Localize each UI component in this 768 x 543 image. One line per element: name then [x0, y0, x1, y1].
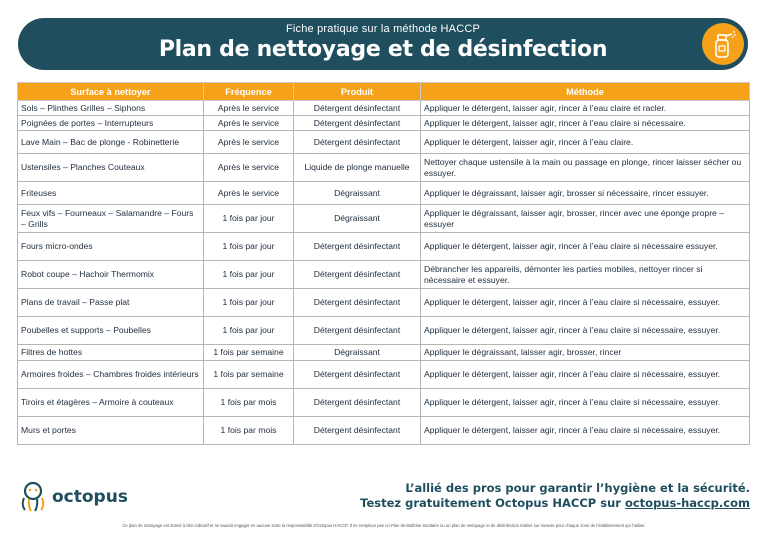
- cell-frequence: 1 fois par jour: [204, 233, 294, 261]
- table-header-row: [18, 83, 750, 101]
- cell-methode: Appliquer le détergent, laisser agir, rincer à l’eau claire si nécessaire, essuyer.: [421, 389, 750, 417]
- tagline-line-1: L’allié des pros pour garantir l’hygiène et la sécurité.: [405, 481, 750, 495]
- cell-frequence: 1 fois par jour: [204, 261, 294, 289]
- page-title: Plan de nettoyage et de désinfection: [158, 37, 608, 62]
- cell-produit: Dégraissant: [294, 182, 421, 205]
- cell-produit: Détergent désinfectant: [294, 389, 421, 417]
- cell-produit: Détergent désinfectant: [294, 101, 421, 116]
- cell-surface: Friteuses: [18, 182, 204, 205]
- table-row: [18, 233, 750, 261]
- table-row: [18, 289, 750, 317]
- cell-surface: Plans de travail – Passe plat: [18, 289, 204, 317]
- cell-methode: Nettoyer chaque ustensile à la main ou passage en plonge, rincer laisser sécher ou essuyer.: [421, 154, 750, 182]
- cell-surface: Robot coupe – Hachoir Thermomix: [18, 261, 204, 289]
- cell-frequence: Après le service: [204, 116, 294, 131]
- cell-produit: Liquide de plonge manuelle: [294, 154, 421, 182]
- cell-frequence: 1 fois par mois: [204, 389, 294, 417]
- cell-methode: Appliquer le détergent, laisser agir, rincer à l’eau claire.: [421, 131, 750, 154]
- cell-methode: Appliquer le dégraissant, laisser agir, brosser, rincer avec une éponge propre –essuyer: [421, 205, 750, 233]
- cell-methode: Appliquer le détergent, laisser agir, rincer à l’eau claire si nécessaire, essuyer.: [421, 289, 750, 317]
- cell-surface: Poignées de portes – Interrupteurs: [18, 116, 204, 131]
- table-row: [18, 317, 750, 345]
- cell-produit: Détergent désinfectant: [294, 116, 421, 131]
- cell-methode: Débrancher les appareils, démonter les parties mobiles, nettoyer rincer si nécessaire et essuyer.: [421, 261, 750, 289]
- cell-methode: Appliquer le dégraissant, laisser agir, brosser si nécessaire, rincer essuyer.: [421, 182, 750, 205]
- cell-surface: Murs et portes: [18, 417, 204, 445]
- column-header-surface: Surface à nettoyer: [18, 83, 204, 101]
- cell-methode: Appliquer le détergent, laisser agir, rincer à l’eau claire si nécessaire.: [421, 116, 750, 131]
- cleaning-plan-table: [17, 82, 750, 445]
- cell-produit: Détergent désinfectant: [294, 417, 421, 445]
- cell-methode: Appliquer le détergent, laisser agir, rincer à l’eau claire si nécessaire essuyer.: [421, 233, 750, 261]
- table-row: [18, 131, 750, 154]
- cell-methode: Appliquer le détergent, laisser agir, rincer à l’eau claire et racler.: [421, 101, 750, 116]
- website-link[interactable]: octopus-haccp.com: [624, 496, 750, 510]
- page-subtitle: Fiche pratique sur la méthode HACCP: [285, 23, 481, 35]
- table-row: [18, 182, 750, 205]
- cell-frequence: Après le service: [204, 154, 294, 182]
- cell-produit: Détergent désinfectant: [294, 289, 421, 317]
- octopus-logo: [18, 480, 128, 514]
- cell-frequence: 1 fois par semaine: [204, 361, 294, 389]
- disclaimer-text: Ce plan de nettoyage est donné à titre indicatif et ne saurait engager en aucune sorte la responsabilité d’Octopus HACCP. Il ne remplace pas un Plan de Maîtrise Sanitaire ou un plan de nettoyage et de désinfection réalisé sur mesure pour chaque zone de l’établissement qui l’utilise.: [122, 523, 646, 528]
- tagline-line-2: [360, 496, 750, 511]
- table-row: [18, 361, 750, 389]
- cell-frequence: Après le service: [204, 182, 294, 205]
- cell-frequence: Après le service: [204, 131, 294, 154]
- page-header: [18, 18, 748, 70]
- column-header-methode: Méthode: [421, 83, 750, 101]
- column-header-produit: Produit: [294, 83, 421, 101]
- cell-surface: Fours micro-ondes: [18, 233, 204, 261]
- cell-surface: Poubelles et supports – Poubelles: [18, 317, 204, 345]
- table-row: [18, 205, 750, 233]
- cell-frequence: 1 fois par jour: [204, 289, 294, 317]
- column-header-frequence: Fréquence: [204, 83, 294, 101]
- cell-produit: Détergent désinfectant: [294, 317, 421, 345]
- cell-frequence: 1 fois par semaine: [204, 345, 294, 361]
- table-row: [18, 116, 750, 131]
- table-row: [18, 417, 750, 445]
- cell-surface: Ustensiles – Planches Couteaux: [18, 154, 204, 182]
- spray-bottle-icon: [702, 23, 744, 65]
- table-row: [18, 389, 750, 417]
- cell-surface: Lave Main – Bac de plonge - Robinetterie: [18, 131, 204, 154]
- cell-methode: Appliquer le dégraissant, laisser agir, brosser, rincer: [421, 345, 750, 361]
- cell-frequence: 1 fois par mois: [204, 417, 294, 445]
- logo-wordmark: octopus: [52, 487, 128, 507]
- cell-methode: Appliquer le détergent, laisser agir, rincer à l’eau claire si nécessaire, essuyer.: [421, 417, 750, 445]
- cell-frequence: 1 fois par jour: [204, 205, 294, 233]
- cell-produit: Détergent désinfectant: [294, 131, 421, 154]
- table-row: [18, 261, 750, 289]
- cell-produit: Détergent désinfectant: [294, 361, 421, 389]
- table-body: [18, 101, 750, 445]
- table-row: [18, 101, 750, 116]
- cell-surface: Filtres de hottes: [18, 345, 204, 361]
- footer-tagline: [360, 481, 750, 511]
- cell-surface: Tiroirs et étagères – Armoire à couteaux: [18, 389, 204, 417]
- table-row: [18, 345, 750, 361]
- cell-surface: Feux vifs – Fourneaux – Salamandre – Fours – Grills: [18, 205, 204, 233]
- cell-frequence: Après le service: [204, 101, 294, 116]
- cell-methode: Appliquer le détergent, laisser agir, rincer à l’eau claire si nécessaire, essuyer.: [421, 361, 750, 389]
- cell-surface: Armoires froides – Chambres froides intérieurs: [18, 361, 204, 389]
- cell-produit: Dégraissant: [294, 345, 421, 361]
- cell-frequence: 1 fois par jour: [204, 317, 294, 345]
- cell-produit: Détergent désinfectant: [294, 233, 421, 261]
- octopus-logo-icon: [18, 481, 48, 513]
- cell-surface: Sols – Plinthes Grilles – Siphons: [18, 101, 204, 116]
- cell-produit: Dégraissant: [294, 205, 421, 233]
- tagline-prefix: Testez gratuitement Octopus HACCP sur: [360, 496, 625, 510]
- cell-methode: Appliquer le détergent, laisser agir, rincer à l’eau claire si nécessaire, essuyer.: [421, 317, 750, 345]
- table-row: [18, 154, 750, 182]
- cell-produit: Détergent désinfectant: [294, 261, 421, 289]
